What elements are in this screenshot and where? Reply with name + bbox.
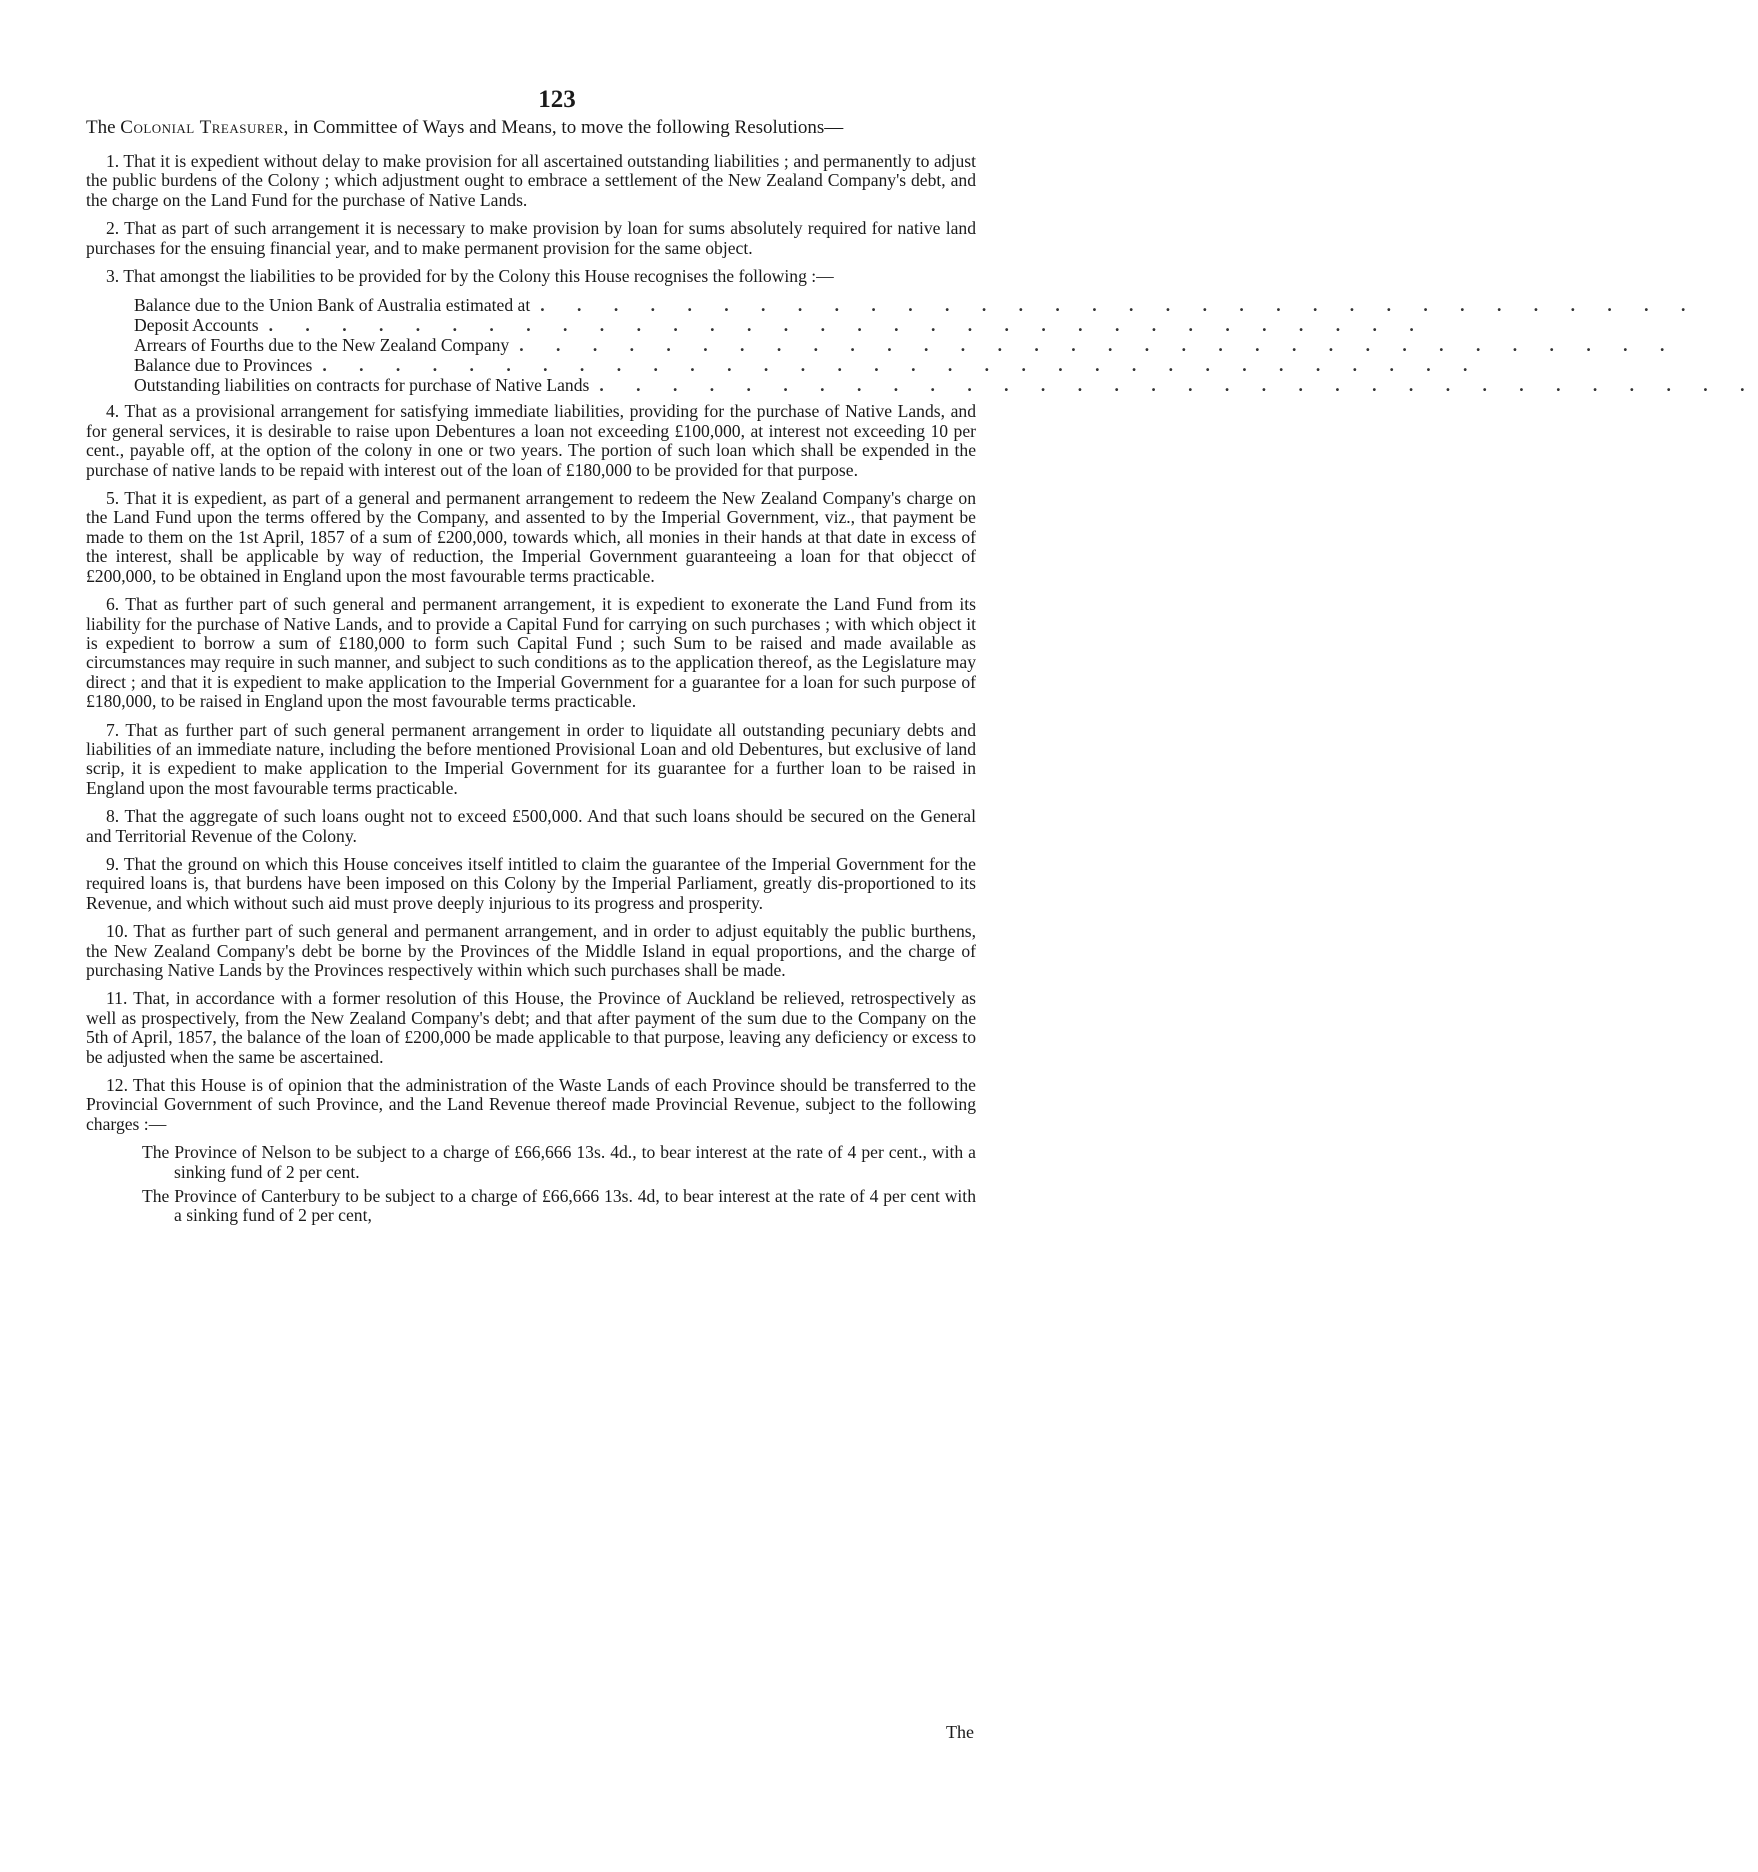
resolution-9: 9. That the ground on which this House conceives itself intitled to claim the guarantee of the Imperial Government for the required loans is, that burdens have been imposed on this Colony by the Imperial Parliament, greatly dis-proportioned to its Revenue, and which without such aid must prove deeply injurious to its progress and prosperity. [86,853,976,913]
list-item [134,295,1700,316]
catchword: The [946,1722,974,1742]
dot-leader: . . . . . . . . . . . . . . . . . . . . . . . . . . . . . . . . [268,315,1428,336]
heading-prefix: The [86,117,121,138]
resolution-11: 11. That, in accordance with a former resolution of this House, the Province of Auckland be relieved, retrospectively as well as prospectively, from the New Zealand Company's debt; and that after payment of the sum due to the Company on the 5th of April, 1857, the balance of the loan of £200,000 be made applicable to that purpose, leaving any deficiency or excess to be adjusted when the same be ascertained. [86,988,976,1067]
resolutions-heading [86,118,976,138]
list-item [134,355,1482,376]
resolution-4: 4. That as a provisional arrangement for satisfying immediate liabilities, providing for the purchase of Native Lands, and for general services, it is desirable to raise upon Debentures a loan not exceeding £100,000, at interest not exceeding 10 per cent., payable off, at the option of the colony in one or two years. The portion of such loan which shall be expended in the purchase of native lands to be repaid with interest out of the loan of £180,000 to be provided for that purpose. [86,401,976,480]
resolution-6: 6. That as further part of such general and permanent arrangement, it is expedient to exonerate the Land Fund from its liability for the purchase of Native Lands, and to provide a Capital Fund for carrying on such purchases ; with which object it is expedient to borrow a sum of £180,000 to form such Capital Fund ; such Sum to be raised and made available as circumstances may require in such manner, and subject to such conditions as to the application thereof, as the Legislature may direct ; and that it is expedient to make application to the Imperial Government for a guarantee for a loan for such purpose of £180,000, to be raised in England upon the most favourable terms practicable. [86,594,976,712]
liability-label: Balance due to the Union Bank of Australia estimated at [134,295,531,316]
dot-leader: . . . . . . . . . . . . . . . . . . . . . . . . . . . . . . . . [519,335,1679,356]
charge-nelson: The Province of Nelson to be subject to a charge of £66,666 13s. 4d., to bear interest at the rate of 4 per cent., with a sinking fund of 2 per cent. [142,1142,976,1182]
province-charges [142,1143,976,1226]
resolution-10: 10. That as further part of such general and permanent arrangement, and in order to adjust equitably the public burthens, the New Zealand Company's debt be borne by the Provinces of the Middle Island in equal proportions, and the charge of purchasing Native Lands by the Provinces respectively within which such purchases shall be made. [86,921,976,980]
page-number: 123 [538,86,576,113]
resolution-7: 7. That as further part of such general permanent arrangement in order to liquidate all outstanding pecuniary debts and liabilities of an immediate nature, including the before mentioned Provisional Loan and old Debentures, but exclusive of land scrip, it is expedient to make application to the Imperial Government for its guarantee for a further loan to be raised in England upon the most favourable terms practicable. [86,719,976,798]
heading-rest: in Committee of Ways and Means, to move the following Resolutions— [288,117,844,138]
resolution-1: 1. That it is expedient without delay to make provision for all ascertained outstanding liabilities ; and permanently to adjust the public burdens of the Colony ; which adjustment ought to embrace a settlement of the New Zealand Company's debt, and the charge on the Land Fund for the purchase of Native Lands. [86,151,976,210]
list-item [134,315,1428,336]
resolution-5: 5. That it is expedient, as part of a general and permanent arrangement to redeem the New Zealand Company's charge on the Land Fund upon the terms offered by the Company, and assented to by the Imperial Government, viz., that payment be made to them on the 1st April, 1857 of a sum of £200,000, towards which, all monies in their hands at that date in excess of the interest, shall be applicable by way of reduction, the Imperial Government guaranteeing a loan for that objecct of £200,000, to be obtained in England upon the most favourable terms practicable. [86,488,976,586]
liability-label: Outstanding liabilities on contracts for purchase of Native Lands [134,375,590,396]
dot-leader: . . . . . . . . . . . . . . . . . . . . . . . . . . . . . . . . [540,295,1700,316]
liability-label: Arrears of Fourths due to the New Zealand Company [134,335,510,356]
liability-label: Deposit Accounts [134,315,259,336]
dot-leader: . . . . . . . . . . . . . . . . . . . . . . . . . . . . . . . . [322,355,1482,376]
heading-small-caps: Colonial Treasurer, [120,117,289,138]
list-item [134,375,1758,396]
liability-label: Balance due to Provinces [134,355,313,376]
liabilities-list [134,295,1758,396]
charge-canterbury: The Province of Canterbury to be subject to a charge of £66,666 13s. 4d, to bear interest at the rate of 4 per cent with a sinking fund of 2 per cent, [142,1186,976,1226]
list-item [134,335,1679,356]
resolution-2: 2. That as part of such arrangement it is necessary to make provision by loan for sums absolutely required for native land purchases for the ensuing financial year, and to make permanent provision for the same object. [86,218,976,258]
resolution-12: 12. That this House is of opinion that the administration of the Waste Lands of each Province should be transferred to the Provincial Government of such Province, and the Land Revenue thereof made Provincial Revenue, subject to the following charges :— [86,1075,976,1134]
page-body [86,117,1758,1231]
resolution-3: 3. That amongst the liabilities to be provided for by the Colony this House recognises the following :— [106,266,834,287]
resolution-8: 8. That the aggregate of such loans ought not to exceed £500,000. And that such loans should be secured on the General and Territorial Revenue of the Colony. [86,806,976,846]
dot-leader: . . . . . . . . . . . . . . . . . . . . . . . . . . . . . . . . [599,375,1758,396]
